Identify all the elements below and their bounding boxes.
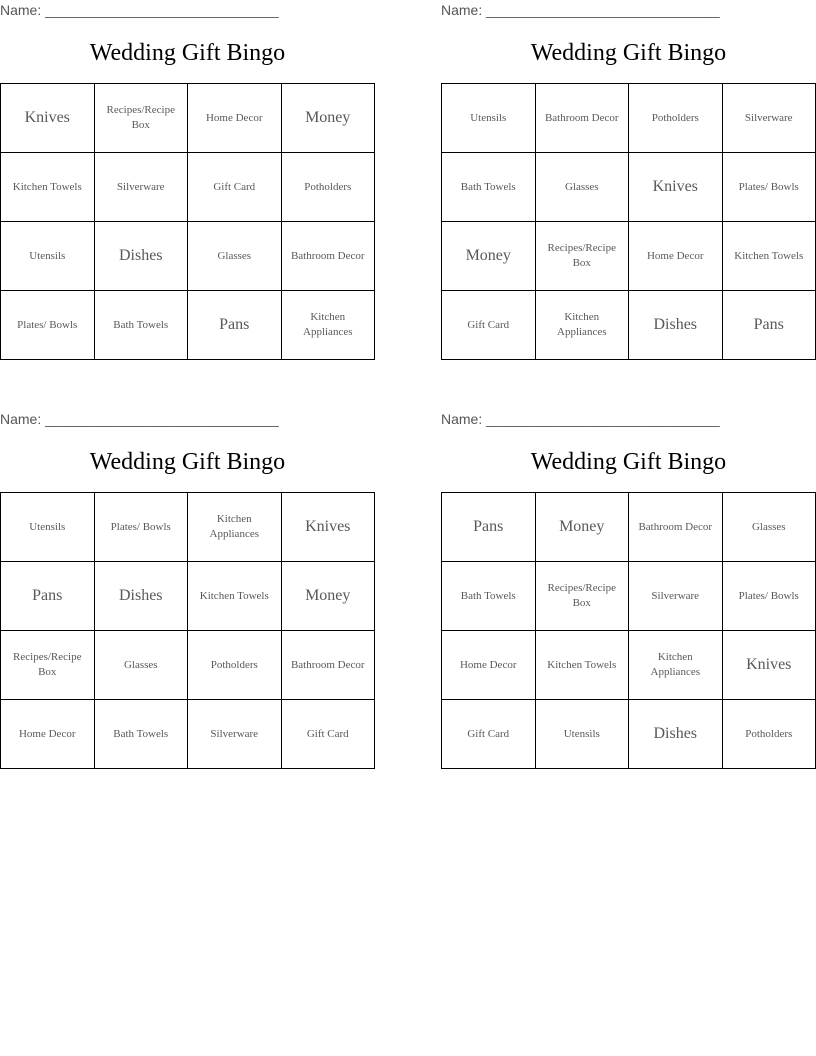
bingo-cell: Glasses — [535, 153, 629, 222]
bingo-cell: Recipes/Recipe Box — [1, 631, 95, 700]
bingo-cell: Recipes/Recipe Box — [535, 222, 629, 291]
bingo-cell: Kitchen Appliances — [535, 291, 629, 360]
bingo-cell: Pans — [722, 291, 816, 360]
bingo-cell: Gift Card — [442, 291, 536, 360]
bingo-cell: Dishes — [94, 222, 188, 291]
bingo-cell: Glasses — [722, 493, 816, 562]
bingo-cell: Dishes — [629, 700, 723, 769]
bingo-cell: Kitchen Appliances — [629, 631, 723, 700]
bingo-cell: Bath Towels — [94, 700, 188, 769]
bingo-cell: Knives — [629, 153, 723, 222]
bingo-cell: Glasses — [94, 631, 188, 700]
grid-row — [1, 153, 375, 222]
bingo-cell: Home Decor — [1, 700, 95, 769]
name-line: Name: ______________________________ — [441, 2, 720, 18]
bingo-cell: Utensils — [442, 84, 536, 153]
bingo-cell: Bath Towels — [442, 153, 536, 222]
bingo-cell: Money — [281, 562, 375, 631]
bingo-cell: Money — [535, 493, 629, 562]
bingo-cell: Silverware — [629, 562, 723, 631]
bingo-cell: Silverware — [188, 700, 282, 769]
bingo-cell: Kitchen Appliances — [188, 493, 282, 562]
grid-row — [442, 84, 816, 153]
card-title: Wedding Gift Bingo — [530, 40, 727, 66]
bingo-cell: Gift Card — [442, 700, 536, 769]
grid-row — [1, 493, 375, 562]
bingo-cell: Potholders — [629, 84, 723, 153]
bingo-cell: Knives — [1, 84, 95, 153]
card-title: Wedding Gift Bingo — [89, 40, 286, 66]
bingo-cell: Recipes/Recipe Box — [94, 84, 188, 153]
bingo-cell: Dishes — [94, 562, 188, 631]
bingo-cell: Home Decor — [629, 222, 723, 291]
grid-row — [442, 493, 816, 562]
bingo-cell: Silverware — [94, 153, 188, 222]
bingo-cell: Dishes — [629, 291, 723, 360]
bingo-cell: Pans — [442, 493, 536, 562]
grid-row — [442, 700, 816, 769]
bingo-cell: Pans — [1, 562, 95, 631]
bingo-cell: Gift Card — [188, 153, 282, 222]
bingo-cell: Utensils — [1, 493, 95, 562]
bingo-cell: Kitchen Towels — [722, 222, 816, 291]
bingo-cell: Bathroom Decor — [281, 222, 375, 291]
grid-row — [1, 222, 375, 291]
bingo-cell: Plates/ Bowls — [722, 562, 816, 631]
bingo-cell: Potholders — [281, 153, 375, 222]
bingo-cell: Glasses — [188, 222, 282, 291]
bingo-cell: Home Decor — [442, 631, 536, 700]
bingo-cell: Bath Towels — [442, 562, 536, 631]
grid-row — [1, 700, 375, 769]
grid-row — [442, 222, 816, 291]
bingo-cell: Plates/ Bowls — [1, 291, 95, 360]
grid-row — [442, 153, 816, 222]
bingo-cell: Money — [442, 222, 536, 291]
bingo-cell: Kitchen Towels — [1, 153, 95, 222]
grid-row — [442, 291, 816, 360]
bingo-cell: Plates/ Bowls — [722, 153, 816, 222]
card-title: Wedding Gift Bingo — [89, 449, 286, 475]
bingo-cell: Plates/ Bowls — [94, 493, 188, 562]
bingo-grid — [0, 83, 375, 360]
bingo-cell: Potholders — [188, 631, 282, 700]
name-line: Name: ______________________________ — [0, 2, 279, 18]
grid-row — [442, 631, 816, 700]
grid-row — [1, 631, 375, 700]
bingo-cell: Money — [281, 84, 375, 153]
grid-row — [1, 562, 375, 631]
bingo-cell: Pans — [188, 291, 282, 360]
bingo-cell: Kitchen Towels — [535, 631, 629, 700]
bingo-cell: Recipes/Recipe Box — [535, 562, 629, 631]
grid-row — [1, 291, 375, 360]
bingo-cell: Kitchen Appliances — [281, 291, 375, 360]
bingo-cell: Home Decor — [188, 84, 282, 153]
bingo-cell: Bathroom Decor — [281, 631, 375, 700]
bingo-cell: Utensils — [1, 222, 95, 291]
bingo-cell: Gift Card — [281, 700, 375, 769]
name-line: Name: ______________________________ — [441, 411, 720, 427]
bingo-cell: Knives — [722, 631, 816, 700]
name-line: Name: ______________________________ — [0, 411, 279, 427]
bingo-cell: Utensils — [535, 700, 629, 769]
bingo-grid — [441, 492, 816, 769]
bingo-cell: Kitchen Towels — [188, 562, 282, 631]
card-title: Wedding Gift Bingo — [530, 449, 727, 475]
bingo-cell: Bathroom Decor — [629, 493, 723, 562]
bingo-cell: Potholders — [722, 700, 816, 769]
bingo-cell: Bathroom Decor — [535, 84, 629, 153]
bingo-cell: Bath Towels — [94, 291, 188, 360]
bingo-grid — [441, 83, 816, 360]
grid-row — [442, 562, 816, 631]
grid-row — [1, 84, 375, 153]
bingo-cell: Knives — [281, 493, 375, 562]
bingo-grid — [0, 492, 375, 769]
bingo-cell: Silverware — [722, 84, 816, 153]
